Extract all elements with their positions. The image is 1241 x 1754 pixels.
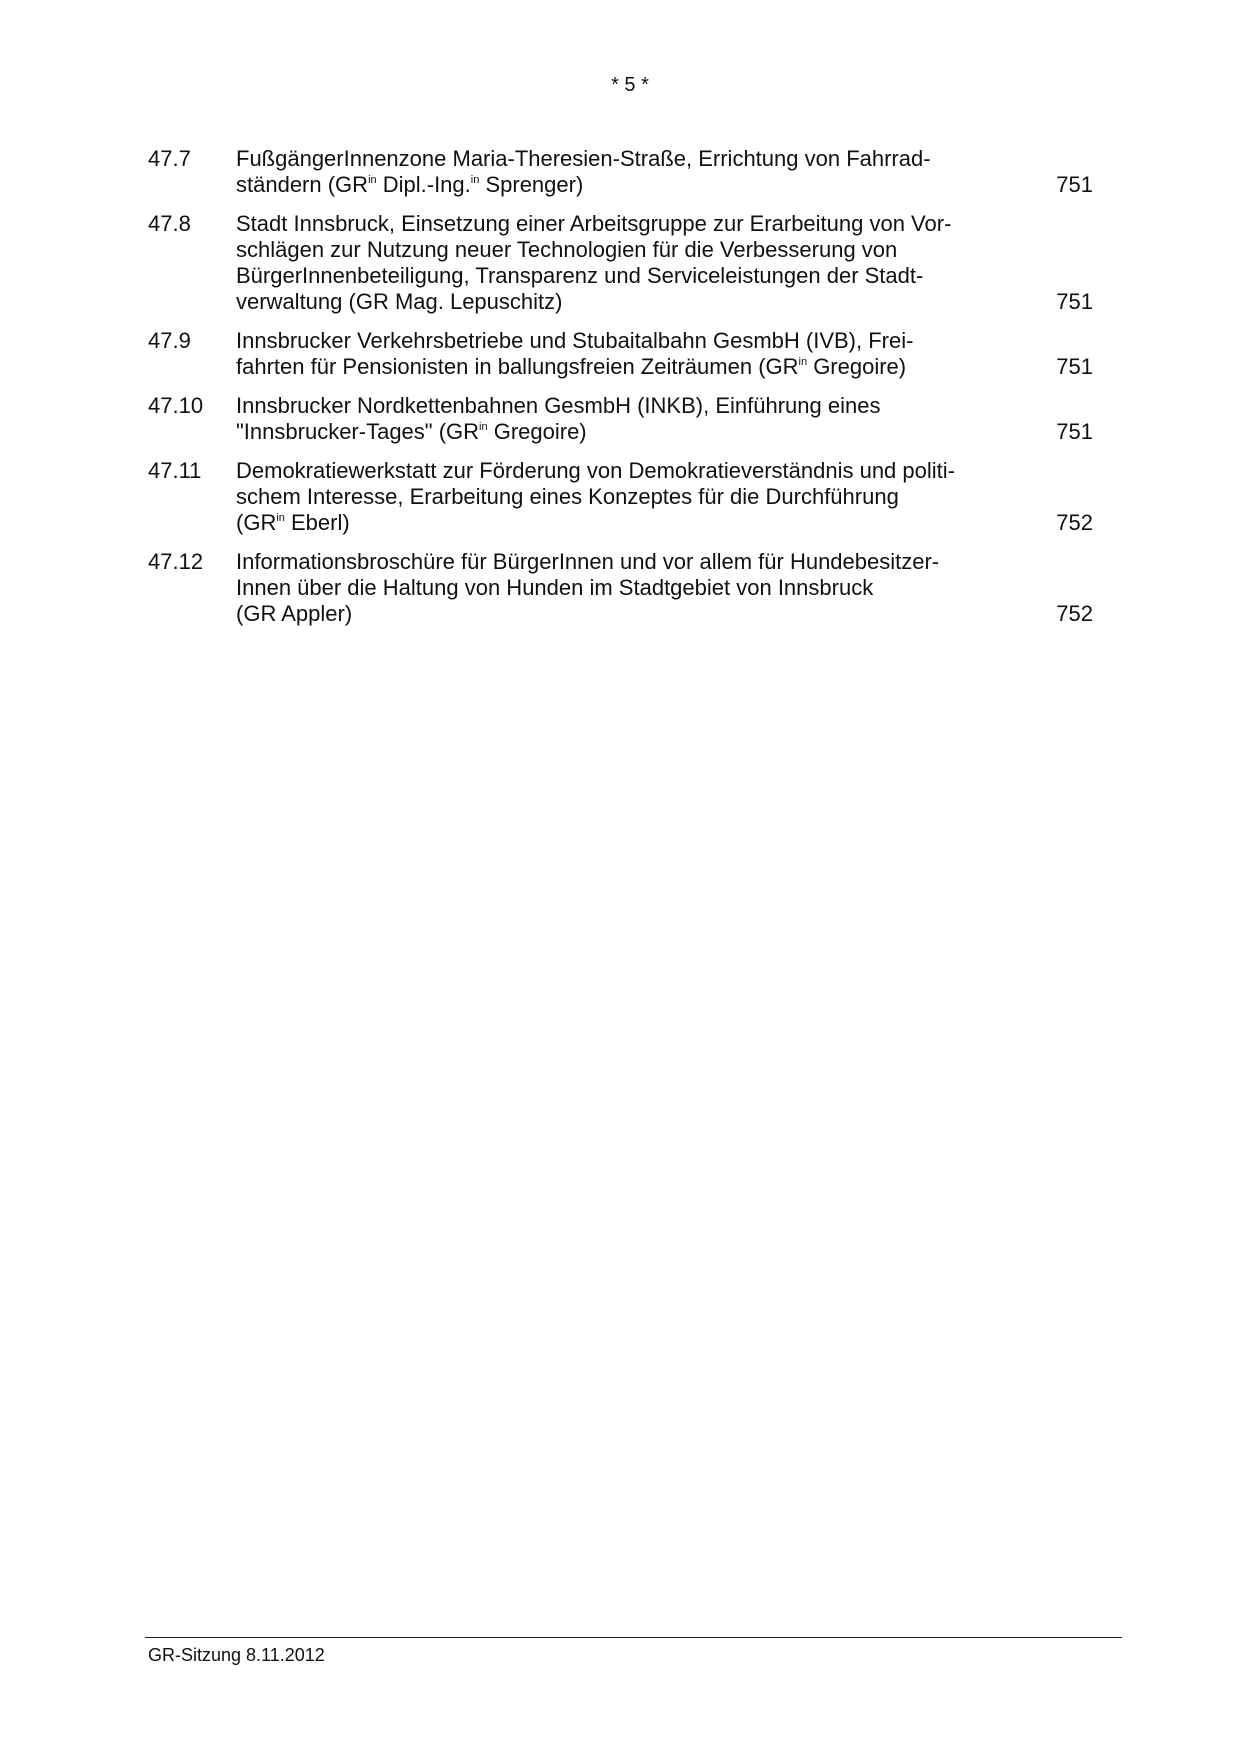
toc-entry-number: 47.12 [148, 549, 204, 574]
text-segment: Innsbrucker Verkehrsbetriebe und Stubaitalbahn GesmbH (IVB), Frei- [236, 328, 914, 353]
toc-entry-title-line [236, 354, 1006, 380]
superscript-in: in [470, 174, 480, 186]
text-segment: fahrten für Pensionisten in ballungsfreien Zeiträumen (GR [236, 354, 799, 379]
text-segment: (GR [236, 510, 277, 535]
toc-entry-number: 47.9 [148, 328, 191, 353]
toc-entry-number: 47.11 [148, 458, 202, 483]
toc-entry-title-line [236, 601, 1006, 627]
toc-entry-title-line [236, 575, 1006, 601]
toc-entry-title [236, 458, 1006, 536]
superscript-in: in [798, 356, 808, 368]
text-segment: Informationsbroschüre für BürgerInnen und vor allem für Hundebesitzer- [236, 549, 940, 574]
superscript-in: in [276, 512, 285, 524]
toc-entry-title [236, 549, 1006, 627]
toc-entry [148, 549, 1093, 627]
toc-entry-title [236, 393, 1006, 445]
toc-entry-title-line [236, 146, 1006, 172]
text-segment: FußgängerInnenzone Maria-Theresien-Straße, Errichtung von Fahrrad- [236, 146, 931, 171]
toc-entry-title-line [236, 458, 1006, 484]
toc-entry-title-line [236, 211, 1006, 237]
toc-entry [148, 328, 1093, 380]
text-segment: Eberl) [284, 510, 350, 535]
footer-session-date: GR-Sitzung 8.11.2012 [148, 1645, 325, 1665]
text-segment: Sprenger) [479, 172, 584, 197]
toc-entry-title-line [236, 549, 1006, 575]
text-segment: Gregoire) [807, 354, 907, 379]
toc-entry-title-line [236, 328, 1006, 354]
toc-entry-number: 47.10 [148, 393, 204, 418]
text-segment: Stadt Innsbruck, Einsetzung einer Arbeitsgruppe zur Erarbeitung von Vor- [236, 211, 952, 236]
text-segment: verwaltung (GR Mag. Lepuschitz) [236, 289, 563, 314]
page-number: * 5 * [611, 74, 649, 96]
superscript-in: in [368, 174, 377, 186]
toc-entry-title-line [236, 419, 1006, 445]
text-segment: Dipl.-Ing. [376, 172, 471, 197]
toc-entry-page: 751 [1056, 289, 1093, 314]
toc-entry [148, 393, 1093, 445]
toc-entry-title-line [236, 393, 1006, 419]
toc-entry-title-line [236, 237, 1006, 263]
toc-entry-title-line [236, 289, 1006, 315]
toc-entry [148, 211, 1093, 315]
text-segment: ständern (GR [236, 172, 369, 197]
text-segment: schem Interesse, Erarbeitung eines Konzeptes für die Durchführung [236, 484, 899, 509]
toc-entry-page: 752 [1056, 510, 1093, 535]
toc-entry-page: 751 [1056, 354, 1093, 379]
toc-entry-number: 47.7 [148, 146, 191, 171]
toc-entry [148, 146, 1093, 198]
toc-entry [148, 458, 1093, 536]
footer-divider [145, 1637, 1122, 1638]
text-segment: Innen über die Haltung von Hunden im Stadtgebiet von Innsbruck [236, 575, 874, 600]
text-segment: Gregoire) [487, 419, 587, 444]
text-segment: schlägen zur Nutzung neuer Technologien für die Verbesserung von [236, 237, 898, 262]
text-segment: Demokratiewerkstatt zur Förderung von Demokratieverständnis und politi- [236, 458, 955, 483]
toc-entry-title [236, 146, 1006, 198]
table-of-contents [148, 146, 1093, 640]
toc-entry-number: 47.8 [148, 211, 191, 236]
toc-entry-page: 751 [1056, 419, 1093, 444]
toc-entry-title-line [236, 172, 1006, 198]
text-segment: BürgerInnenbeteiligung, Transparenz und Serviceleistungen der Stadt- [236, 263, 924, 288]
text-segment: "Innsbrucker-Tages" (GR [236, 419, 480, 444]
toc-entry-title-line [236, 510, 1006, 536]
superscript-in: in [479, 421, 488, 433]
toc-entry-title [236, 211, 1006, 315]
toc-entry-title [236, 328, 1006, 380]
toc-entry-title-line [236, 484, 1006, 510]
text-segment: (GR Appler) [236, 601, 353, 626]
toc-entry-page: 751 [1056, 172, 1093, 197]
toc-entry-page: 752 [1056, 601, 1093, 626]
text-segment: Innsbrucker Nordkettenbahnen GesmbH (INKB), Einführung eines [236, 393, 881, 418]
toc-entry-title-line [236, 263, 1006, 289]
